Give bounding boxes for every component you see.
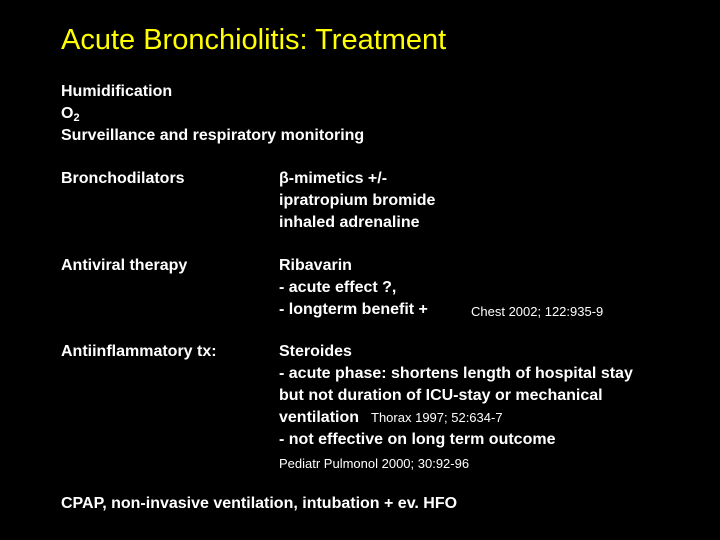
- pediatr-reference: Pediatr Pulmonol 2000; 30:92-96: [279, 456, 470, 471]
- footer-line: CPAP, non-invasive ventilation, intubation + ev. HFO: [61, 495, 458, 512]
- oxygen-symbol: O: [61, 105, 74, 122]
- antiinflammatory-details: [279, 341, 633, 451]
- antiviral-label: Antiviral therapy: [61, 257, 188, 274]
- bronchodilators-line: ipratropium bromide: [279, 192, 436, 209]
- general-measures: [61, 81, 364, 147]
- oxygen-line: [61, 103, 364, 125]
- oxygen-subscript: 2: [73, 112, 80, 124]
- thorax-reference: Thorax 1997; 52:634-7: [371, 410, 503, 425]
- antiinflammatory-line: - not effective on long term outcome: [279, 431, 556, 448]
- ventilation-text: ventilation: [279, 409, 360, 426]
- antiinflammatory-label: Antiinflammatory tx:: [61, 343, 217, 360]
- monitoring-line: Surveillance and respiratory monitoring: [61, 127, 365, 144]
- antiviral-details: [279, 255, 428, 321]
- bronchodilators-label: Bronchodilators: [61, 170, 185, 187]
- antiinflammatory-line: - acute phase: shortens length of hospital stay: [279, 365, 633, 382]
- antiviral-line: Ribavarin: [279, 257, 352, 274]
- bronchodilators-line: β-mimetics +/-: [279, 170, 388, 187]
- bronchodilators-line: inhaled adrenaline: [279, 214, 420, 231]
- bronchodilators-details: [279, 168, 435, 234]
- antiinflammatory-line: but not duration of ICU-stay or mechanical: [279, 387, 603, 404]
- antiinflammatory-line: Steroides: [279, 343, 352, 360]
- antiviral-reference: Chest 2002; 122:935-9: [471, 304, 604, 319]
- humidification-line: Humidification: [61, 83, 173, 100]
- slide-title: Acute Bronchiolitis: Treatment: [61, 24, 447, 56]
- antiinflammatory-line: [279, 407, 633, 429]
- antiviral-line: - longterm benefit +: [279, 301, 428, 318]
- antiviral-line: - acute effect ?,: [279, 279, 397, 296]
